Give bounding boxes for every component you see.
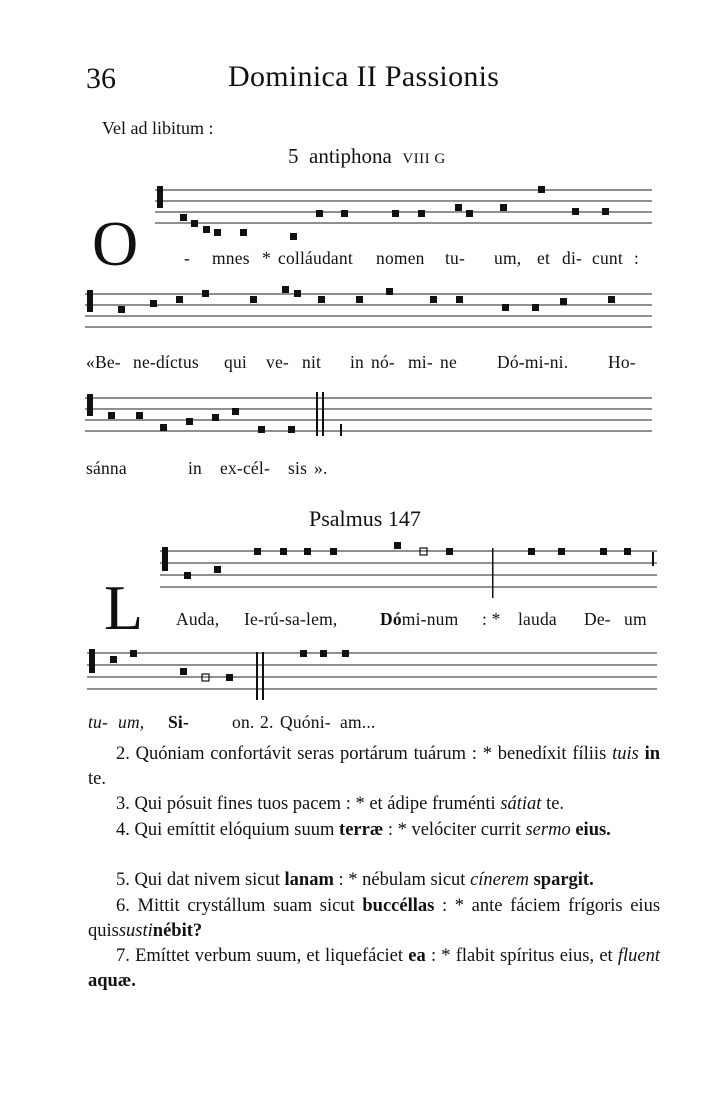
- syllable: «Be-: [86, 352, 121, 372]
- syllable: mi-num: [401, 609, 459, 629]
- syllable-italic: um,: [118, 712, 145, 732]
- syllable: : *: [482, 609, 501, 629]
- verse-text: Qui pósuit fines tuos: [134, 794, 289, 814]
- syllable: um,: [494, 248, 522, 268]
- syllable: um: [624, 609, 647, 629]
- verse-text: : * benedíxit fíliis: [471, 744, 607, 764]
- syllable: Auda,: [176, 609, 220, 629]
- verse-italic: cínerem: [470, 870, 529, 890]
- syllable: mnes: [212, 248, 250, 268]
- syllable: :: [634, 248, 640, 268]
- syllable: ne-díctus: [133, 352, 199, 372]
- syllable-italic: tu-: [88, 712, 109, 732]
- verse-number: 6.: [116, 896, 130, 916]
- verse-number: 4.: [116, 820, 130, 840]
- verse-3: [88, 792, 660, 817]
- syllable: -: [184, 248, 191, 268]
- verse-2: [88, 742, 660, 792]
- verse-bold: aquæ.: [88, 971, 136, 991]
- rubric: Vel ad libitum :: [102, 118, 214, 138]
- verse-number: 5.: [116, 870, 130, 890]
- antiphon-word: antiphona: [309, 144, 392, 168]
- verse-text: Emíttet verbum suum, et liquefáciet: [135, 946, 404, 966]
- verse-text: : * ante fáciem frígoris eius quis: [88, 896, 661, 941]
- syllable: nó-: [371, 352, 395, 372]
- verse-text: : * flabit spíritus eius, et: [430, 946, 613, 966]
- syllable: De-: [584, 609, 611, 629]
- verse-text: te.: [88, 769, 106, 789]
- verse-text: te.: [546, 794, 565, 814]
- syllable: Ho-: [608, 352, 636, 372]
- syllable: di-: [562, 248, 583, 268]
- verse-bold: nébit?: [152, 921, 203, 941]
- verse-italic: susti: [118, 921, 153, 941]
- syllable: ».: [314, 458, 328, 478]
- syllable: am...: [340, 712, 376, 732]
- verse-accent: tuárum: [413, 744, 466, 764]
- verse-bold: pacem: [292, 794, 342, 814]
- syllable: et: [537, 248, 551, 268]
- verse-6: [88, 894, 660, 944]
- syllable-bold: Si-: [168, 712, 190, 732]
- verse-italic: tuis: [612, 744, 639, 764]
- verse-7: [88, 944, 660, 994]
- verse-text: Qui emíttit elóquium suum: [134, 820, 335, 840]
- verse-bold: buccéllas: [362, 896, 435, 916]
- verse-5: [88, 868, 660, 893]
- verse-text: Quóniam confortávit seras portárum: [135, 744, 408, 764]
- syllable: nomen: [376, 248, 425, 268]
- syllable: Quóni-: [280, 712, 331, 732]
- syllable: sis: [288, 458, 308, 478]
- verse-text: Mittit crystállum suam sicut: [137, 896, 355, 916]
- verse-bold: ea: [408, 946, 426, 966]
- verse-text: : * nébulam sicut: [338, 870, 466, 890]
- syllable: ne: [440, 352, 457, 372]
- syllable: *: [262, 248, 271, 268]
- syllable: in: [350, 352, 365, 372]
- verse-italic: sermo: [525, 820, 571, 840]
- verse-text: Qui dat nivem sicut: [134, 870, 280, 890]
- running-head: Dominica II Passionis: [228, 60, 500, 93]
- syllable: ve-: [266, 352, 289, 372]
- syllable: on.: [232, 712, 255, 732]
- syllable-bold: Dó: [380, 609, 402, 629]
- syllable: in: [188, 458, 203, 478]
- syllable: cunt: [592, 248, 623, 268]
- page-number: 36: [86, 62, 116, 95]
- syllable-group: [380, 609, 458, 630]
- syllable: colláudant: [278, 248, 353, 268]
- antiphon-mode: VIII G: [402, 151, 446, 167]
- antiphon-initial: O: [92, 208, 139, 279]
- syllable: lauda: [518, 609, 557, 629]
- syllable: Ie-rú-sa-lem,: [244, 609, 338, 629]
- syllable: 2.: [260, 712, 274, 732]
- verse-text: : * velóciter currit: [387, 820, 521, 840]
- verse-bold: lanam: [284, 870, 334, 890]
- verse-text: : * et ádipe fruménti: [345, 794, 496, 814]
- syllable: ex-cél-: [220, 458, 270, 478]
- syllable: nit: [302, 352, 322, 372]
- verse-italic: sátiat: [500, 794, 542, 814]
- syllable: mi-: [408, 352, 433, 372]
- syllable: qui: [224, 352, 247, 372]
- syllable: tu-: [445, 248, 466, 268]
- verse-4: [88, 818, 660, 843]
- antiphon-number: 5: [288, 144, 299, 168]
- syllable: Dó-mi-ni.: [497, 352, 569, 372]
- psalm-title: Psalmus 147: [309, 506, 421, 531]
- verse-italic: fluent: [617, 946, 661, 966]
- verse-number: 2.: [116, 744, 130, 764]
- psalm-initial: L: [104, 572, 144, 643]
- verse-number: 7.: [116, 946, 130, 966]
- verse-bold: eius.: [575, 820, 611, 840]
- syllable: sánna: [86, 458, 127, 478]
- verse-bold: terræ: [339, 820, 384, 840]
- verse-bold: spargit.: [533, 870, 594, 890]
- verse-bold: in: [644, 744, 661, 764]
- verse-number: 3.: [116, 794, 130, 814]
